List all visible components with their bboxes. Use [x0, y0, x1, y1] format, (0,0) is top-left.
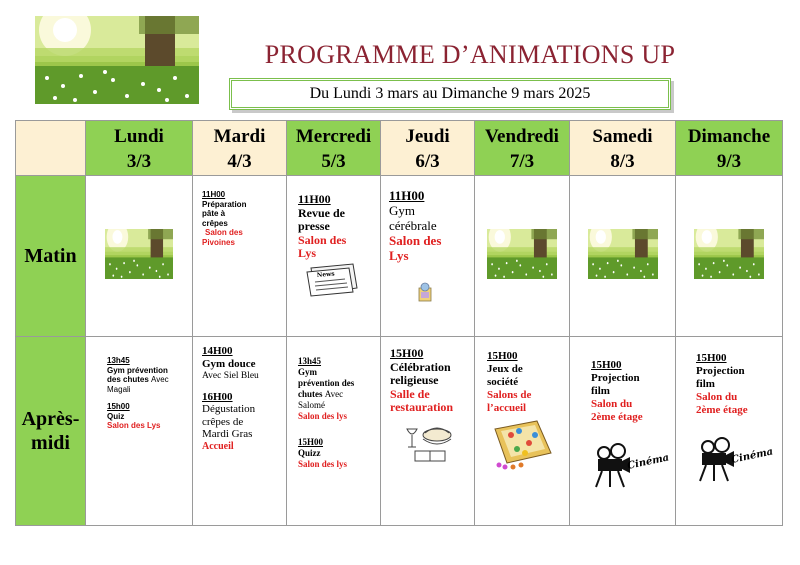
event-location: Lys — [298, 246, 317, 260]
day-date: 3/3 — [126, 151, 152, 172]
day-date: 8/3 — [610, 151, 635, 172]
event-instructor: Salomé — [298, 400, 325, 410]
afternoon-lundi — [86, 337, 193, 526]
event-title: des chutes — [107, 375, 149, 384]
day-name: Mercredi — [295, 126, 372, 147]
event-location: Salon des lys — [298, 459, 348, 469]
event-time: 14H00 — [202, 345, 233, 357]
event-location: Salon des lys — [298, 411, 348, 421]
event-time: 11H00 — [202, 190, 226, 199]
event-time: 16H00 — [202, 390, 233, 403]
newspaper-icon — [305, 262, 359, 296]
event-with: Avec — [151, 375, 169, 384]
event-time: 11H00 — [389, 188, 425, 203]
day-date: 4/3 — [227, 151, 252, 172]
afternoon-jeudi — [381, 337, 475, 526]
day-date: 7/3 — [509, 151, 535, 172]
morning-vendredi — [475, 176, 570, 337]
event-instructor: Avec Siel Bleu — [202, 371, 259, 381]
row-label-line: Après- — [21, 408, 80, 430]
event-title: religieuse — [390, 373, 439, 387]
event-title: Gym douce — [202, 357, 256, 370]
event-title: Quizz — [298, 448, 321, 458]
event-title: film — [696, 378, 715, 390]
date-range-box — [229, 78, 671, 110]
board-games-icon — [491, 419, 555, 471]
morning-jeudi — [381, 176, 475, 337]
afternoon-vendredi — [475, 337, 570, 526]
event-location: Salon des — [298, 232, 347, 247]
day-header-mercredi — [287, 121, 381, 176]
cinema-label: Cinéma — [626, 452, 671, 472]
event-location: Salon du — [696, 391, 738, 403]
event — [487, 350, 531, 415]
event-title: Mardi Gras — [202, 428, 253, 440]
morning-samedi — [570, 176, 676, 337]
event — [202, 345, 259, 453]
event-location: Salon du — [591, 398, 633, 410]
day-date: 5/3 — [321, 151, 346, 172]
row-label-line: midi — [31, 432, 70, 454]
corner-cell — [16, 121, 86, 176]
row-label-matin: Matin — [16, 176, 86, 337]
morning-dimanche — [676, 176, 783, 337]
header-row — [16, 121, 783, 176]
day-name: Vendredi — [485, 126, 559, 147]
morning-lundi — [86, 176, 193, 337]
event-title: Dégustation — [202, 403, 256, 415]
date-range: Du Lundi 3 mars au Dimanche 9 mars 2025 — [309, 85, 591, 102]
event-title: presse — [298, 219, 330, 233]
schedule-table — [15, 120, 783, 526]
event-title: cérébrale — [389, 218, 437, 233]
morning-mercredi — [287, 176, 381, 337]
newspaper-label: News — [316, 270, 335, 279]
day-name: Samedi — [592, 126, 653, 147]
event-title: Préparation — [202, 199, 247, 209]
event-title: crêpes de — [202, 415, 244, 428]
afternoon-mardi — [193, 337, 287, 526]
day-date: 6/3 — [415, 151, 440, 172]
event-time: 13h45 — [107, 356, 130, 365]
meadow-image — [588, 229, 658, 279]
day-name: Dimanche — [687, 126, 771, 147]
day-header-samedi — [570, 121, 676, 176]
event-time: 15H00 — [696, 352, 727, 364]
event-title: pâte à — [202, 209, 226, 218]
day-name: Lundi — [114, 126, 164, 147]
cinema-projector-icon — [696, 433, 775, 483]
event-title: Quiz — [107, 411, 125, 421]
event — [389, 188, 441, 263]
meadow-image — [105, 229, 173, 279]
row-label-apres-midi — [16, 337, 86, 526]
event — [298, 193, 346, 261]
page-title: PROGRAMME D’ANIMATIONS UP — [264, 40, 676, 69]
event — [696, 352, 748, 417]
event-instructor: Magali — [107, 384, 131, 394]
day-name: Jeudi — [405, 126, 450, 147]
event-title: Jeux de — [487, 363, 523, 375]
event-time: 15H00 — [390, 346, 424, 360]
event-title: crêpes — [202, 218, 228, 228]
event-location: Salon des Lys — [107, 421, 161, 430]
event-time: 15H00 — [487, 350, 518, 362]
event-location: Salon des — [389, 233, 442, 248]
event-location: Accueil — [202, 440, 234, 452]
event — [591, 359, 643, 424]
day-header-jeudi — [381, 121, 475, 176]
event-title: Gym — [389, 203, 415, 218]
day-header-dimanche — [676, 121, 783, 176]
event-title: Célébration — [390, 359, 451, 374]
event-time: 11H00 — [298, 192, 331, 206]
event-location: Salon des — [205, 228, 243, 237]
morning-mardi — [193, 176, 287, 337]
event — [390, 347, 453, 415]
event-time: 15H00 — [591, 359, 622, 371]
event-location: Salle de — [390, 386, 430, 401]
day-header-vendredi — [475, 121, 570, 176]
event — [107, 356, 169, 431]
event-title: Projection — [591, 372, 640, 384]
day-date: 9/3 — [716, 151, 742, 172]
day-header-lundi — [86, 121, 193, 176]
brain-game-icon — [417, 282, 433, 302]
event-title: Gym prévention — [107, 365, 168, 375]
event — [298, 356, 354, 470]
event-with: Avec — [324, 389, 344, 399]
event-title: chutes — [298, 389, 323, 399]
chalice-bread-icon — [401, 423, 461, 465]
cinema-label: Cinéma — [730, 446, 775, 466]
afternoon-mercredi — [287, 337, 381, 526]
event-time: 13h45 — [298, 356, 322, 366]
event-title: Gym — [298, 367, 317, 377]
event-title: film — [591, 385, 610, 397]
event-location: 2ème étage — [696, 404, 748, 416]
event-location: Pivoines — [202, 237, 235, 247]
event-time: 15H00 — [298, 437, 324, 447]
event — [202, 190, 246, 247]
event-location: restauration — [390, 400, 454, 414]
event-time: 15h00 — [107, 402, 130, 411]
event-title: Projection — [696, 365, 745, 377]
meadow-image — [694, 229, 764, 279]
afternoon-dimanche — [676, 337, 783, 526]
event-title: prévention des — [298, 378, 355, 388]
cinema-projector-icon — [592, 439, 671, 489]
event-location: Lys — [389, 248, 409, 263]
afternoon-samedi — [570, 337, 676, 526]
afternoon-row — [16, 337, 783, 526]
event-location: Salons de — [487, 389, 532, 401]
event-title: Revue de — [298, 205, 345, 220]
meadow-image — [487, 229, 557, 279]
event-title: société — [487, 376, 519, 388]
day-header-mardi — [193, 121, 287, 176]
header-meadow-photo — [35, 16, 199, 104]
event-location: 2ème étage — [591, 411, 643, 423]
day-name: Mardi — [213, 126, 266, 147]
morning-row — [16, 176, 783, 337]
event-location: l’accueil — [487, 402, 527, 414]
